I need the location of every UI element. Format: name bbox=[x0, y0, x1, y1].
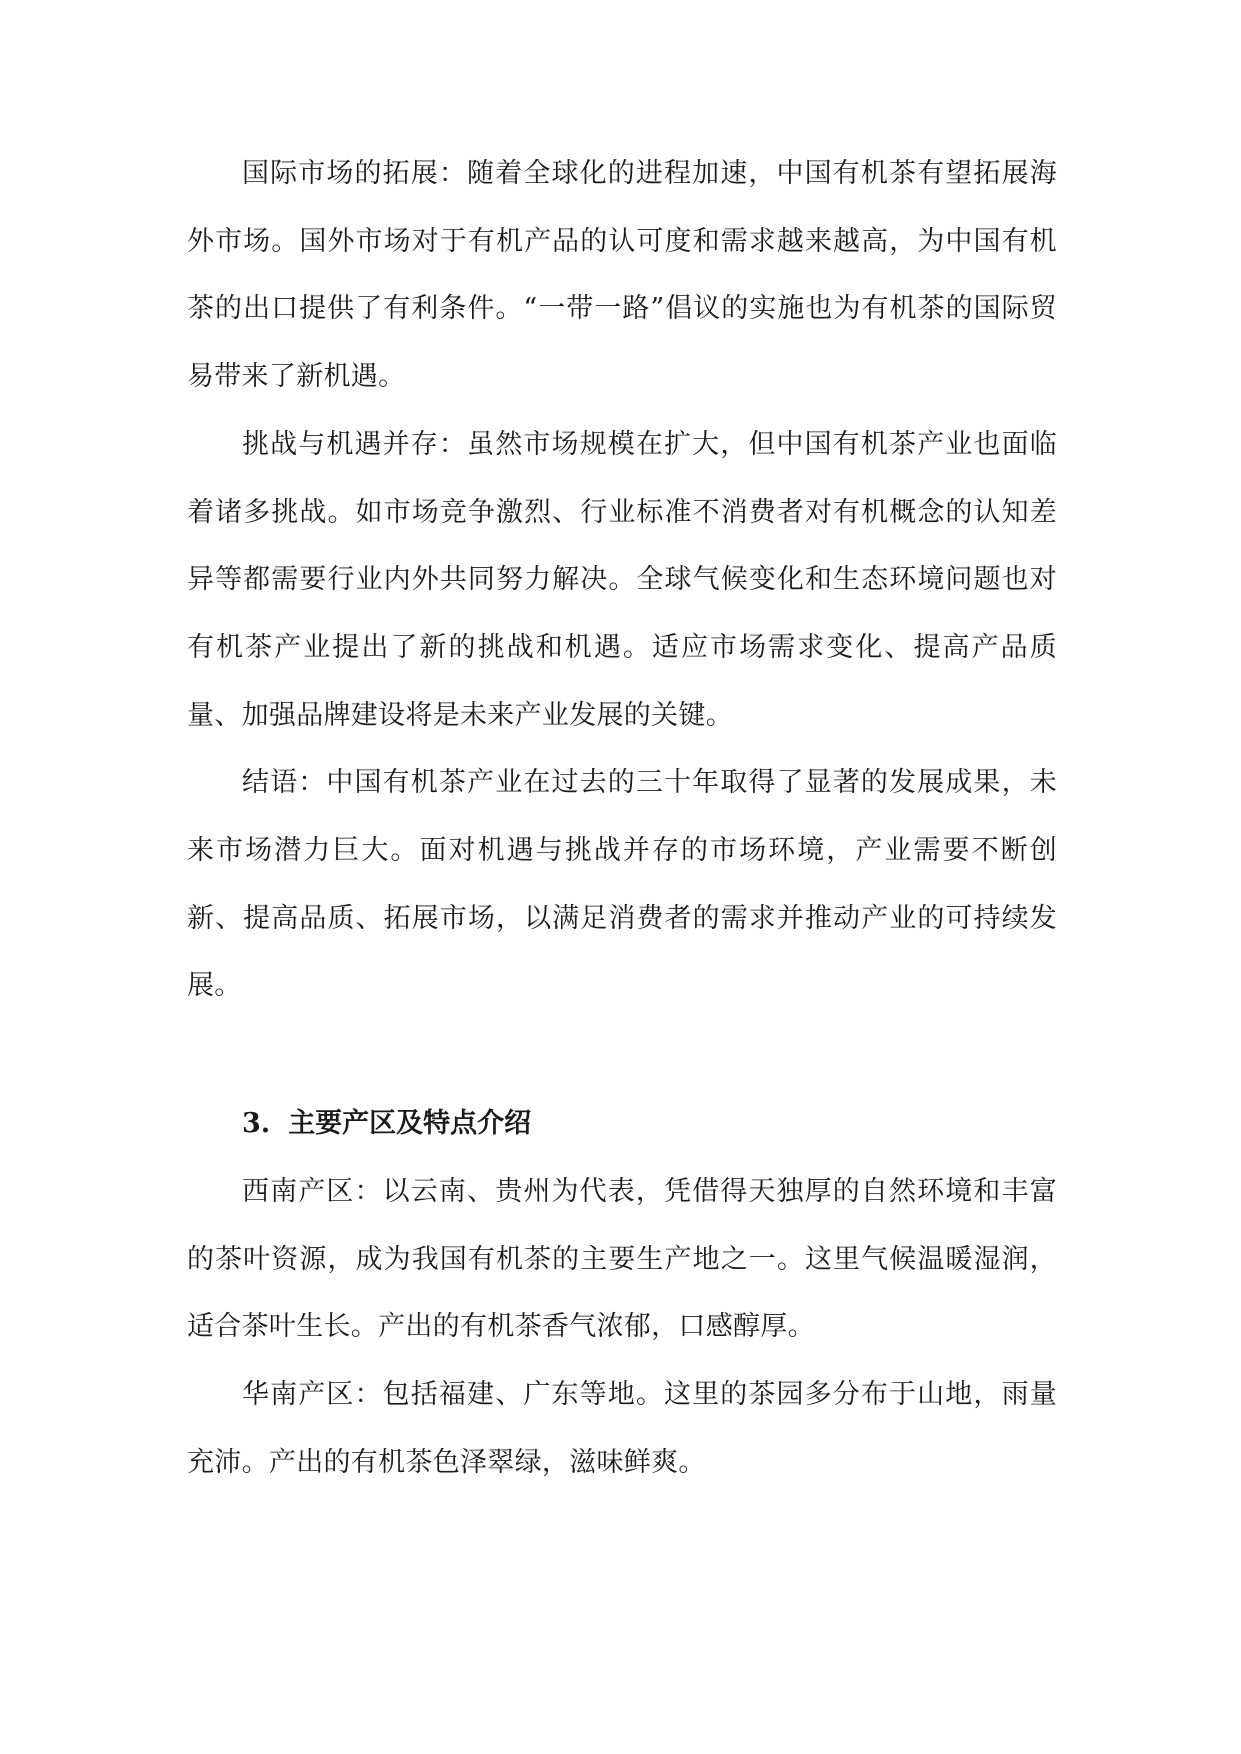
section-title: 主要产区及特点介绍 bbox=[288, 1108, 532, 1140]
section-number: 3. bbox=[242, 1108, 271, 1140]
document-body bbox=[187, 140, 1057, 1496]
section-heading bbox=[187, 1090, 1057, 1158]
paragraph-challenges-opportunities: 挑战与机遇并存：虽然市场规模在扩大，但中国有机茶产业也面临着诸多挑战。如市场竞争激烈、行业标准不消费者对有机概念的认知差异等都需要行业内外共同努力解决。全球气候变化和生态环境问题也对有机茶产业提出了新的挑战和机遇。适应市场需求变化、提高产品质量、加强品牌建设将是未来产业发展的关键。 bbox=[187, 428, 1057, 731]
paragraph-south-china-region: 华南产区：包括福建、广东等地。这里的茶园多分布于山地，雨量充沛。产出的有机茶色泽翠绿，滋味鲜爽。 bbox=[187, 1378, 1057, 1478]
paragraph-conclusion: 结语：中国有机茶产业在过去的三十年取得了显著的发展成果，未来市场潜力巨大。面对机遇与挑战并存的市场环境，产业需要不断创新、提高品质、拓展市场，以满足消费者的需求并推动产业的可持续发展。 bbox=[187, 767, 1057, 1002]
paragraph-southwest-region: 西南产区：以云南、贵州为代表，凭借得天独厚的自然环境和丰富的茶叶资源，成为我国有机茶的主要生产地之一。这里气候温暖湿润，适合茶叶生长。产出的有机茶香气浓郁，口感醇厚。 bbox=[187, 1175, 1057, 1343]
paragraph-international-market: 国际市场的拓展：随着全球化的进程加速，中国有机茶有望拓展海外市场。国外市场对于有机产品的认可度和需求越来越高，为中国有机茶的出口提供了有利条件。“一带一路”倡议的实施也为有机茶的国际贸易带来了新机遇。 bbox=[187, 158, 1057, 393]
